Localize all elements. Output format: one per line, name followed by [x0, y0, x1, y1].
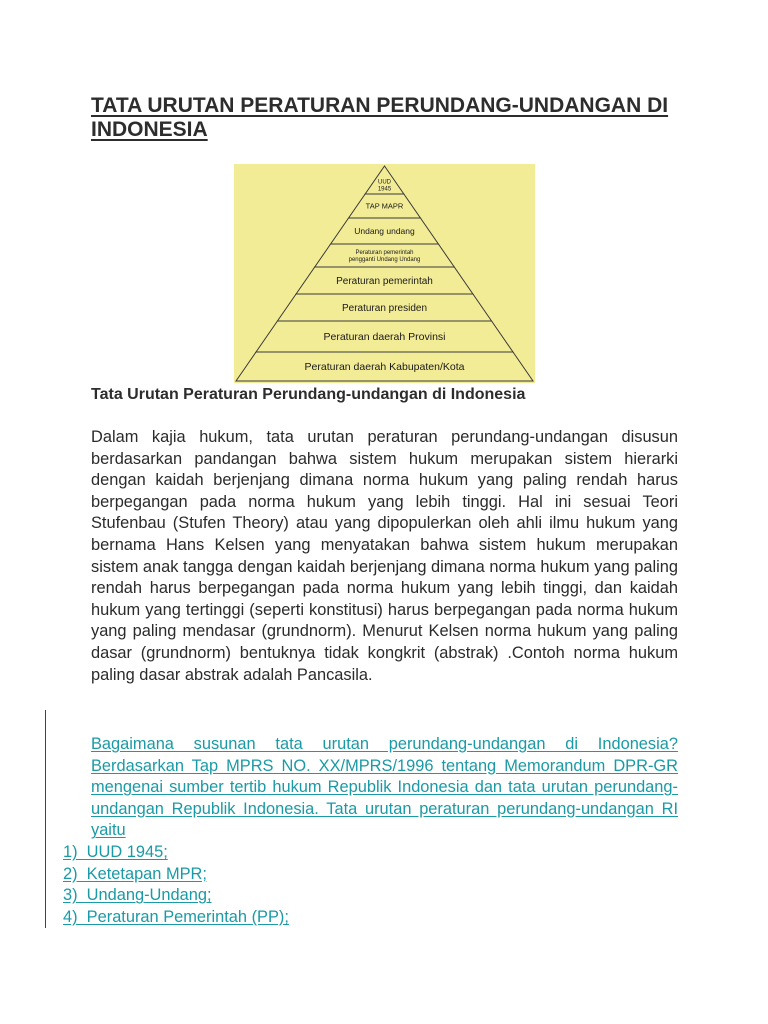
pyramid-tier-label: Peraturan daerah Provinsi: [323, 331, 446, 344]
body-paragraph: Dalam kajia hukum, tata urutan peraturan perundang-undangan disusun berdasarkan pandangan bahwa sistem hukum merupakan sistem hierarki dengan kaidah berjenjang dimana norma hukum yang paling rendah harus berpegangan pada norma hukum yang lebih tinggi. Hal ini sesuai Teori Stufenbau (Stufen Theory) atau yang dipopulerkan oleh ahli ilmu hukum yang bernama Hans Kelsen yang menyatakan bahwa sistem hukum merupakan sistem anak tangga dengan kaidah berjenjang dimana norma hukum yang paling rendah harus berpegangan pada norma hukum yang lebih tinggi, dan kaidah hukum yang tertinggi (seperti konstitusi) harus berpegangan pada norma hukum yang paling mendasar (grundnorm). Menurut Kelsen norma hukum yang paling dasar (grundnorm) bentuknya tidak kongkrit (abstrak) .Contoh norma hukum paling dasar abstrak adalah Pancasila.: [91, 428, 678, 684]
list-item[interactable]: 3) Undang-Undang;: [63, 886, 212, 905]
list-item[interactable]: 4) Peraturan Pemerintah (PP);: [63, 907, 289, 926]
pyramid-diagram: [234, 164, 535, 383]
page-title: TATA URUTAN PERATURAN PERUNDANG-UNDANGAN DI INDONESIA: [91, 94, 669, 141]
pyramid-tier-label: Undang undang: [354, 225, 415, 236]
pyramid-tier-label: Peraturan presiden: [341, 303, 428, 314]
pyramid-tier-label: Peraturan pemerintah: [355, 250, 414, 257]
question-link-paragraph[interactable]: Bagaimana susunan tata urutan perundang-undangan di Indonesia? Berdasarkan Tap MPRS NO. XX/MPRS/1996 tentang Memorandum DPR-GR mengenai sumber tertib hukum Republik Indonesia dan tata urutan perundang-undangan Republik Indonesia. Tata urutan peraturan perundang-undangan RI yaitu: [91, 735, 678, 840]
pyramid-tier-label: TAP MAPR: [365, 201, 404, 211]
pyramid-tier-label: Peraturan pemerintah: [336, 276, 433, 287]
figure-caption: Tata Urutan Peraturan Perundang-undangan di Indonesia: [91, 386, 526, 403]
hierarchy-list: [63, 842, 289, 928]
pyramid-tier-label: pengganti Undang Undang: [348, 257, 421, 264]
pyramid-tier-label: Peraturan daerah Kabupaten/Kota: [304, 361, 465, 374]
margin-bar: [45, 710, 46, 928]
list-item[interactable]: 2) Ketetapan MPR;: [63, 864, 207, 883]
pyramid-tier-label: UUD: [378, 179, 391, 186]
hierarchy-pyramid-figure: [234, 164, 535, 383]
list-item[interactable]: 1) UUD 1945;: [63, 843, 168, 861]
pyramid-tier-label: 1945: [377, 186, 392, 193]
